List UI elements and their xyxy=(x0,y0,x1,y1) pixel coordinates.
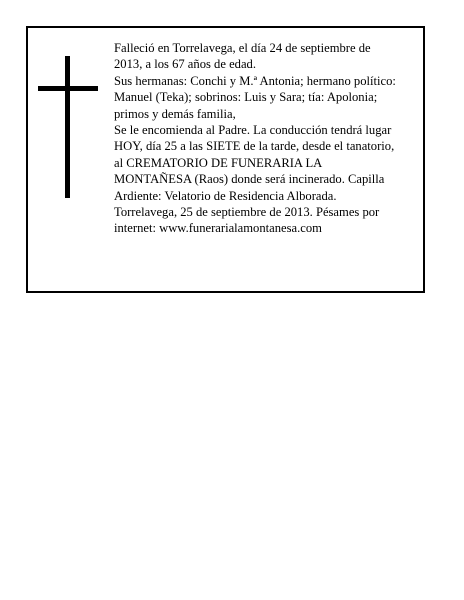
notice-line: Ardiente: Velatorio de Residencia Alborada. xyxy=(114,188,337,203)
notice-line: primos y demás familia, xyxy=(114,106,236,121)
cross-icon xyxy=(38,56,98,198)
cross-vertical-bar xyxy=(65,56,70,198)
notice-line: Manuel (Teka); sobrinos: Luis y Sara; tía: Apolonia; xyxy=(114,90,378,105)
notice-line: 2013, a los 67 años de edad. xyxy=(114,57,256,72)
notice-line: HOY, día 25 a las SIETE de la tarde, desde el tanatorio, xyxy=(114,139,395,154)
notice-line: al CREMATORIO DE FUNERARIA LA xyxy=(114,155,323,170)
obituary-notice xyxy=(26,26,425,293)
notice-link-line: internet: www.funerarialamontanesa.com xyxy=(114,221,322,236)
notice-line: Se le encomienda al Padre. La conducción tendrá lugar xyxy=(114,123,392,138)
notice-line: MONTAÑESA (Raos) donde será incinerado. Capilla xyxy=(114,172,385,187)
notice-text xyxy=(114,40,420,237)
notice-line: Torrelavega, 25 de septiembre de 2013. Pésames por xyxy=(114,205,380,220)
cross-horizontal-bar xyxy=(38,86,98,91)
notice-line: Sus hermanas: Conchi y M.ª Antonia; hermano político: xyxy=(114,73,396,88)
notice-line: Falleció en Torrelavega, el día 24 de septiembre de xyxy=(114,41,371,55)
